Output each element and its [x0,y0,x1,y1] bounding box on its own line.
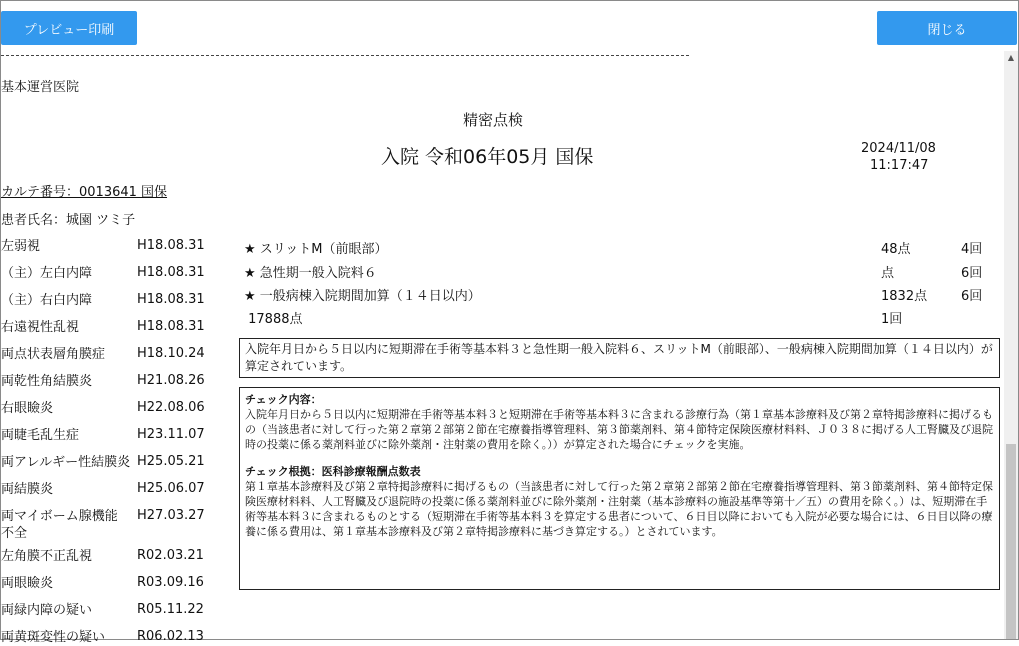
karte-number: カルテ番号：0013641 国保 [1,185,168,200]
diagnosis-name: 両睫毛乱生症 [1,428,80,443]
diagnosis-date: H18.10.24 [137,346,205,361]
item-points: 48点 [881,242,911,257]
diagnosis-name: （主）左白内障 [1,266,93,281]
diagnosis-name: 右眼瞼炎 [1,401,54,416]
diagnosis-date: H18.08.31 [137,292,205,307]
diagnosis-date: R05.11.22 [137,602,204,617]
diagnosis-name: （主）右白内障 [1,293,93,308]
print-date: 2024/11/08 [861,141,936,156]
item-name: 17888点 [244,312,303,327]
diagnosis-date: R02.03.21 [137,548,204,563]
dashed-divider [1,55,689,56]
hospital-name: 基本運営医院 [1,80,80,95]
diagnosis-name: 両点状表層角膜症 [1,347,106,362]
summary-text: 入院年月日から５日以内に短期滞在手術等基本料３と急性期一般入院料６、スリットM（前眼部）、一般病棟入院期間加算（１４日以内）が算定されています。 [245,342,993,373]
check-basis-heading: チェック根拠：医科診療報酬点数表 [245,465,421,478]
item-points: 1832点 [881,289,928,304]
diagnosis-name: 右遠視性乱視 [1,320,80,335]
patient-name: 患者氏名：城園 ツミ子 [1,213,136,228]
document-title: 精密点検 [463,111,524,129]
scroll-thumb[interactable] [1006,444,1016,639]
check-detail-box [239,387,1000,590]
billing-item-row [244,238,994,258]
diagnosis-name: 両結膜炎 [1,482,54,497]
item-count: 6回 [961,266,983,281]
close-button[interactable]: 閉じる [877,11,1017,45]
item-count: 4回 [961,242,983,257]
item-name: ★ 一般病棟入院期間加算（１４日以内） [244,289,481,304]
billing-item-row [244,308,994,328]
diagnosis-date: R06.02.13 [137,629,204,644]
summary-box [239,338,1000,378]
diagnosis-name: 両アレルギー性結膜炎 [1,455,131,470]
item-points: 1回 [881,312,903,327]
item-points: 点 [881,266,895,281]
item-name: ★ スリットM（前眼部） [244,242,388,257]
document-subtitle: 入院 令和06年05月 国保 [381,146,594,168]
diagnosis-date: H18.08.31 [137,265,205,280]
vertical-scrollbar[interactable] [1004,51,1018,639]
diagnosis-date: H23.11.07 [137,427,205,442]
spacer [245,452,994,464]
item-count: 6回 [961,289,983,304]
diagnosis-name: 左角膜不正乱視 [1,549,93,564]
scroll-up-arrow-icon[interactable]: ▲ [1007,53,1015,62]
diagnosis-name: 両黄斑変性の疑い [1,630,106,645]
billing-item-row [244,285,994,305]
diagnosis-date: H25.05.21 [137,454,205,469]
diagnosis-name: 両乾性角結膜炎 [1,374,93,389]
billing-item-row [244,262,994,282]
diagnosis-date: H27.03.27 [137,508,205,523]
diagnosis-date: H22.08.06 [137,400,205,415]
print-time: 11:17:47 [870,158,929,173]
diagnosis-name: 両マイボーム腺機能不全 [1,509,118,541]
check-content-heading: チェック内容： [245,393,322,406]
check-content-text: 入院年月日から５日以内に短期滞在手術等基本料３と短期滞在手術等基本料３に含まれる診療行為（第１章基本診療料及び第２章特掲診療料に掲げるもの（当該患者に対して行った第２章第２部第２節在宅療養指導管理料、第３節薬剤料、第４節特定保険医療材料料、Ｊ０３８に掲げる人工腎臓及び退院時の投薬に係る薬剤料並びに除外薬剤・注射薬の費用を除く。））が算定された場合にチェックを実施。 [245,408,993,451]
diagnosis-date: R03.09.16 [137,575,204,590]
diagnosis-date: H25.06.07 [137,481,205,496]
item-name: ★ 急性期一般入院料６ [244,266,377,281]
check-basis-text: 第１章基本診療料及び第２章特掲診療料に掲げるもの（当該患者に対して行った第２章第２部第２節在宅療養指導管理料、第３節薬剤料、第４節特定保険医療材料料、人工腎臓及び退院時の投薬に係る薬剤料並びに除外薬剤・注射薬（基本診療料の施設基準等第十／五）の費用を除く。）は、短期滞在手術等基本料３に含まれるものとする（短期滞在手術等基本料３を算定する患者について、６日目以降においても入院が必要な場合には、６日目以降の療養に係る費用は、第１章基本診療料及び第２章特掲診療料に基づき算定する。）とされています。 [245,480,993,538]
diagnosis-date: H18.08.31 [137,238,205,253]
preview-print-button[interactable]: プレビュー印刷 [1,11,137,45]
diagnosis-name: 両眼瞼炎 [1,576,54,591]
diagnosis-name: 両緑内障の疑い [1,603,93,618]
diagnosis-name: 左弱視 [1,239,41,254]
diagnosis-date: H18.08.31 [137,319,205,334]
diagnosis-date: H21.08.26 [137,373,205,388]
